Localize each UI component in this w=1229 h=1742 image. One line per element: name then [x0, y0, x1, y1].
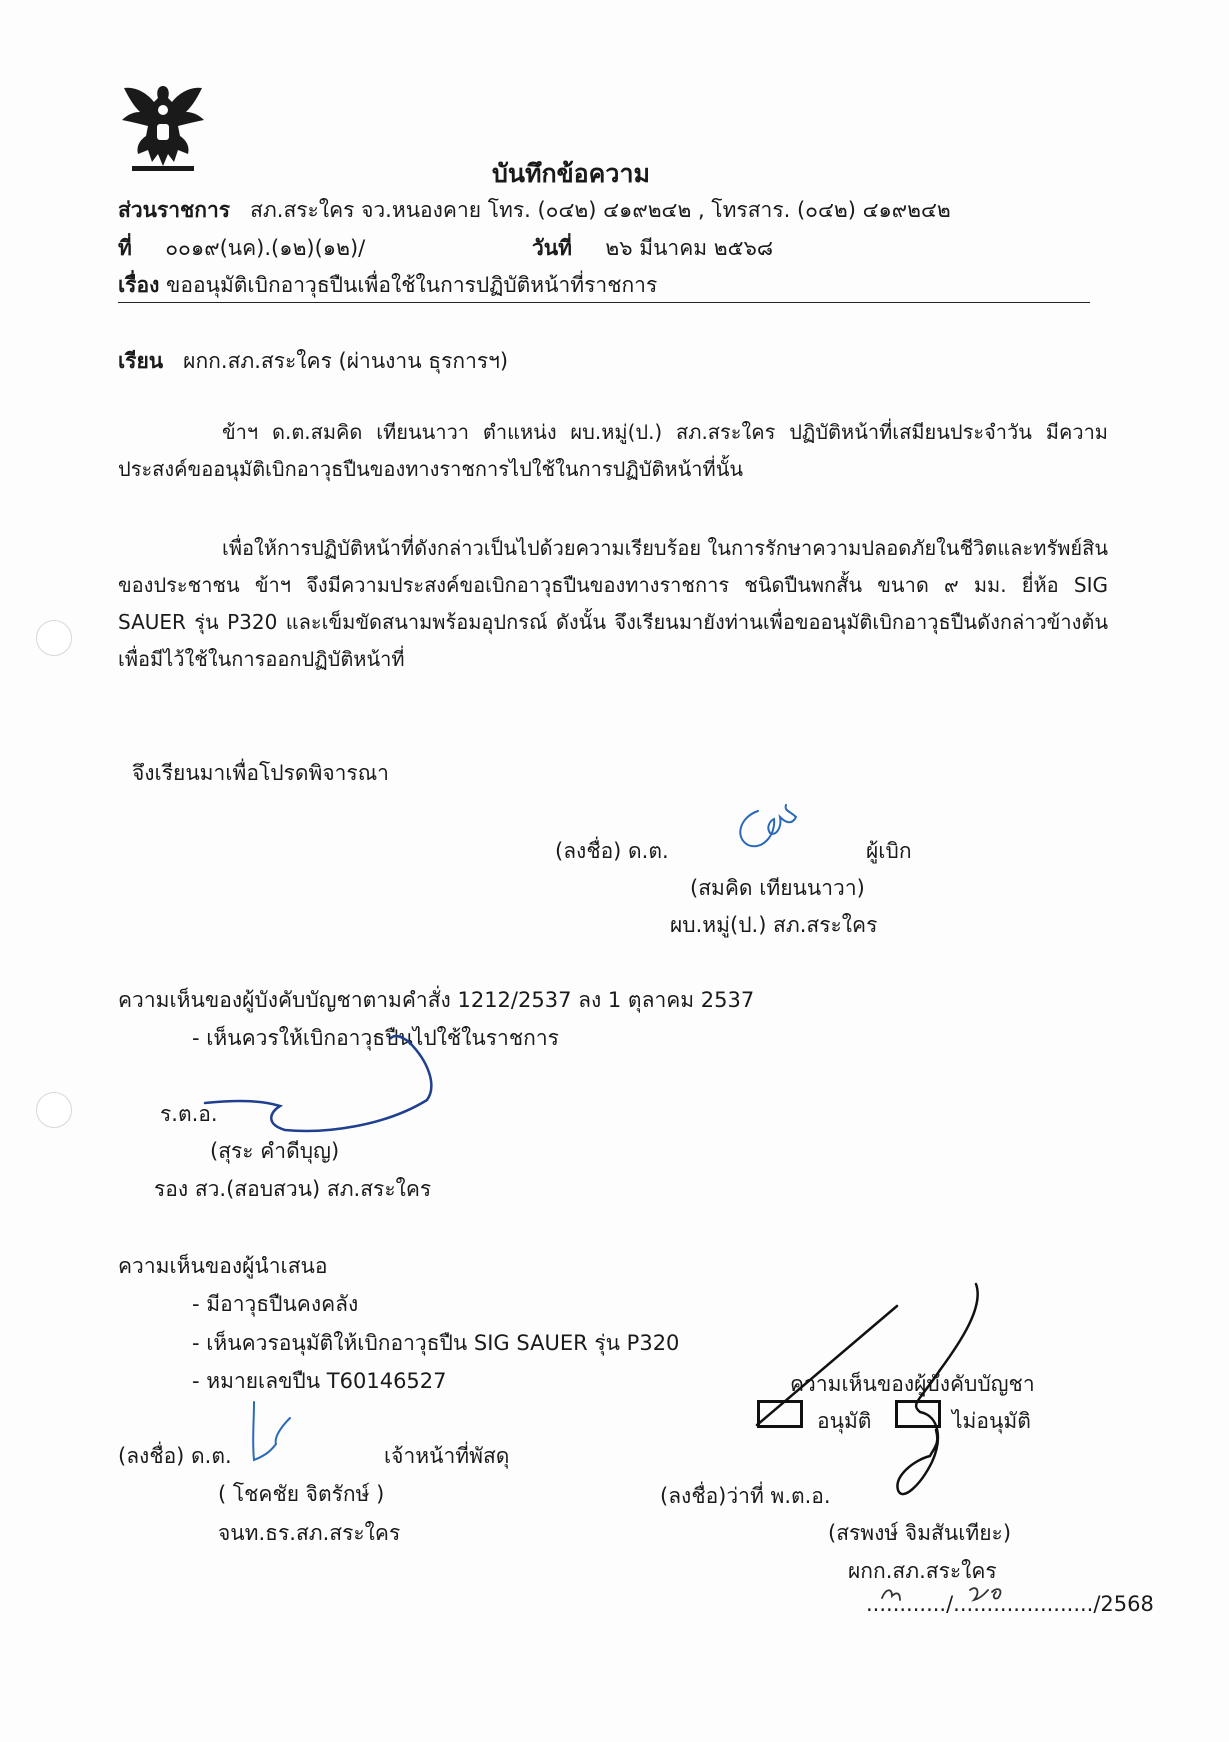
date-label: วันที่: [532, 236, 572, 260]
salutation-value: ผกก.สภ.สระใคร (ผ่านงาน ธุรการฯ): [183, 349, 509, 373]
requester-sign-prefix: (ลงชื่อ) ด.ต.: [555, 839, 669, 863]
approve-label: อนุมัติ: [817, 1409, 872, 1433]
date-row: [532, 232, 773, 265]
commander-signature: [205, 1030, 445, 1140]
requester-position: ผบ.หมู่(ป.) สภ.สระใคร: [670, 913, 878, 937]
commander-opinion-item: - เห็นควรให้เบิกอาวุธปืนไปใช้ในราชการ: [192, 1026, 559, 1050]
commander-position: รอง สว.(สอบสวน) สภ.สระใคร: [154, 1177, 432, 1201]
subject-row: [118, 269, 657, 302]
document-title: บันทึกข้อความ: [492, 159, 650, 188]
presenter-item-2: - เห็นควรอนุมัติให้เบิกอาวุธปืน SIG SAUER รุ่น P320: [192, 1331, 680, 1355]
subject-label: เรื่อง: [118, 273, 160, 297]
reference-label: ที่: [118, 236, 132, 260]
approval-date-line: ............/...................../2568: [866, 1592, 1154, 1616]
presenter-role: เจ้าหน้าที่พัสดุ: [384, 1444, 510, 1468]
presenter-opinion-heading: ความเห็นของผู้นำเสนอ: [118, 1254, 328, 1278]
header-divider: [118, 302, 1090, 303]
salutation-label: เรียน: [118, 349, 164, 373]
presenter-item-1: - มีอาวุธปืนคงคลัง: [192, 1292, 359, 1316]
requester-name: (สมคิด เทียนนาวา): [690, 876, 865, 900]
approval-date-handwriting: [878, 1578, 1018, 1608]
closing-line: จึงเรียนมาเพื่อโปรดพิจารณา: [132, 761, 389, 785]
punch-hole-top: [36, 620, 72, 656]
commander-opinion-heading: ความเห็นของผู้บังคับบัญชาตามคำสั่ง 1212/2537 ลง 1 ตุลาคม 2537: [118, 988, 755, 1012]
presenter-sign-prefix: (ลงชื่อ) ด.ต.: [118, 1444, 232, 1468]
punch-hole-bottom: [36, 1092, 72, 1128]
approver-position: ผกก.สภ.สระใคร: [848, 1559, 997, 1583]
approval-heading: ความเห็นของผู้บังคับบัญชา: [790, 1372, 1035, 1396]
requester-role: ผู้เบิก: [866, 839, 912, 863]
approver-sign-prefix: (ลงชื่อ)ว่าที่ พ.ต.อ.: [660, 1484, 831, 1508]
body-paragraph-2: เพื่อให้การปฏิบัติหน้าที่ดังกล่าวเป็นไปด้วยความเรียบร้อย ในการรักษาความปลอดภัยในชีวิตและทรัพย์สินของประชาชน ข้าฯ จึงมีความประสงค์ขอเบิกอาวุธปืนของทางราชการ ชนิดปืนพกสั้น ขนาด ๙ มม. ยี่ห้อ SIG SAUER รุ่น P320 และเข็มขัดสนามพร้อมอุปกรณ์ ดังนั้น จึงเรียนมายังท่านเพื่อขออนุมัติเบิกอาวุธปืนดังกล่าวข้างต้น เพื่อมีไว้ใช้ในการออกปฏิบัติหน้าที่: [118, 536, 1108, 671]
date-value: ๒๖ มีนาคม ๒๕๖๘: [605, 236, 774, 260]
agency-row: [118, 194, 951, 227]
garuda-emblem-icon: [118, 80, 208, 176]
commander-rank: ร.ต.อ.: [160, 1102, 218, 1126]
reference-row: [118, 232, 365, 265]
presenter-name: ( โชคชัย จิตรักษ์ ): [218, 1482, 385, 1506]
requester-signature: [730, 793, 850, 853]
presenter-position: จนท.ธร.สภ.สระใคร: [218, 1521, 401, 1545]
reject-label: ไม่อนุมัติ: [952, 1409, 1031, 1433]
reference-value: ๐๐๑๙(นค).(๑๒)(๑๒)/: [165, 236, 366, 260]
subject-value: ขออนุมัติเบิกอาวุธปืนเพื่อใช้ในการปฏิบัติหน้าที่ราชการ: [166, 273, 658, 297]
approver-name: (สรพงษ์ จิมสันเทียะ): [828, 1521, 1012, 1545]
salutation-row: [118, 345, 508, 378]
approver-signature: [880, 1280, 990, 1510]
body-paragraph-1: ข้าฯ ด.ต.สมคิด เทียนนาวา ตำแหน่ง ผบ.หมู่(ป.) สภ.สระใคร ปฏิบัติหน้าที่เสมียนประจำวัน มีความประสงค์ขออนุมัติเบิกอาวุธปืนของทางราชการไปใช้ในการปฏิบัติหน้าที่นั้น: [118, 420, 1108, 481]
presenter-signature: [240, 1398, 300, 1468]
agency-value: สภ.สระใคร จว.หนองคาย โทร. (๐๔๒) ๔๑๙๒๔๒ , โทรสาร. (๐๔๒) ๔๑๙๒๔๒: [250, 198, 951, 222]
commander-name: (สุระ คำดีบุญ): [210, 1139, 340, 1163]
presenter-item-3: - หมายเลขปืน T60146527: [192, 1369, 447, 1393]
agency-label: ส่วนราชการ: [118, 198, 231, 222]
